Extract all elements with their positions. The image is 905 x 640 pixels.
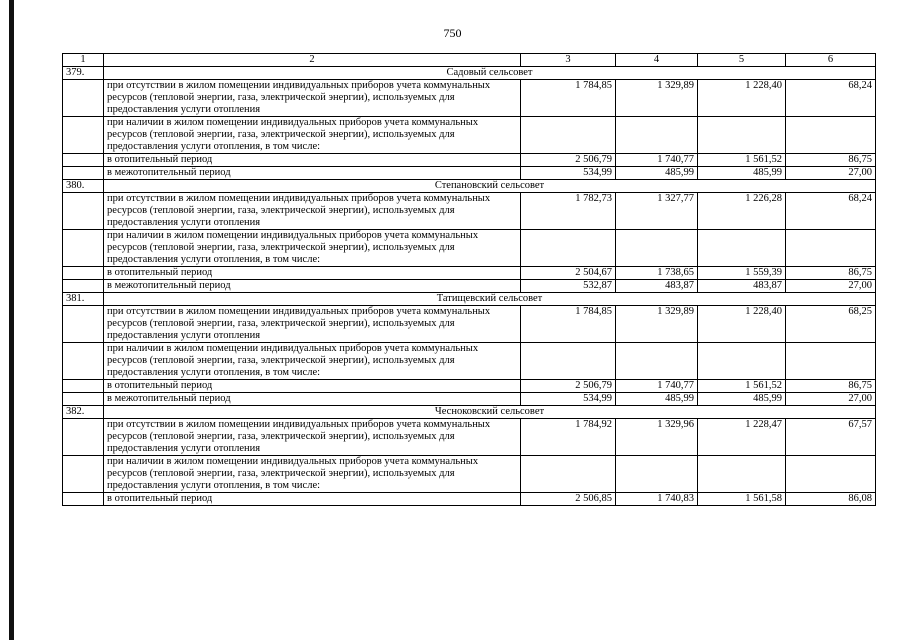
- page-number: 750: [443, 26, 462, 40]
- value-cell: 68,24: [786, 80, 876, 117]
- section-number: 380.: [63, 180, 104, 193]
- value-cell: 532,87: [521, 280, 616, 293]
- row-label: в отопительный период: [104, 493, 521, 506]
- empty-cell: [63, 419, 104, 456]
- value-cell: 485,99: [616, 393, 698, 406]
- value-cell: 86,75: [786, 267, 876, 280]
- value-cell: 1 784,85: [521, 80, 616, 117]
- value-cell: 86,75: [786, 154, 876, 167]
- value-cell: 1 561,52: [698, 380, 786, 393]
- value-cell: 1 740,77: [616, 380, 698, 393]
- row-description: при наличии в жилом помещении индивидуальных приборов учета коммунальных ресурсов (тепловой энергии, газа, электрической энергии), используемых для предоставления услуги отопления, в том числе:: [104, 117, 521, 154]
- section-name: Садовый сельсовет: [104, 67, 876, 80]
- empty-cell: [63, 493, 104, 506]
- section-name: Степановский сельсовет: [104, 180, 876, 193]
- table-row: [63, 267, 876, 280]
- row-label: в межотопительный период: [104, 167, 521, 180]
- empty-cell: [786, 117, 876, 154]
- empty-cell: [63, 380, 104, 393]
- value-cell: 485,99: [698, 393, 786, 406]
- value-cell: 1 228,40: [698, 80, 786, 117]
- value-cell: 485,99: [698, 167, 786, 180]
- value-cell: 1 228,47: [698, 419, 786, 456]
- column-header: 2: [104, 54, 521, 67]
- table-row: [63, 167, 876, 180]
- value-cell: 2 506,85: [521, 493, 616, 506]
- empty-cell: [521, 343, 616, 380]
- empty-cell: [616, 117, 698, 154]
- value-cell: 1 329,89: [616, 306, 698, 343]
- table-row: [63, 380, 876, 393]
- value-cell: 2 506,79: [521, 380, 616, 393]
- value-cell: 1 327,77: [616, 193, 698, 230]
- section-header-row: [63, 67, 876, 80]
- value-cell: 1 784,92: [521, 419, 616, 456]
- empty-cell: [63, 167, 104, 180]
- row-label: в отопительный период: [104, 154, 521, 167]
- table-row: [63, 117, 876, 154]
- section-number: 379.: [63, 67, 104, 80]
- value-cell: 483,87: [616, 280, 698, 293]
- table-row: [63, 419, 876, 456]
- value-cell: 485,99: [616, 167, 698, 180]
- table-row: [63, 80, 876, 117]
- value-cell: 1 228,40: [698, 306, 786, 343]
- value-cell: 1 559,39: [698, 267, 786, 280]
- table-row: [63, 393, 876, 406]
- scan-edge-bar: [9, 0, 14, 640]
- table-body: [63, 54, 876, 506]
- table-row: [63, 280, 876, 293]
- value-cell: 27,00: [786, 280, 876, 293]
- value-cell: 1 784,85: [521, 306, 616, 343]
- table-row: [63, 306, 876, 343]
- column-header: 3: [521, 54, 616, 67]
- column-header-row: [63, 54, 876, 67]
- section-number: 381.: [63, 293, 104, 306]
- row-description: при отсутствии в жилом помещении индивидуальных приборов учета коммунальных ресурсов (тепловой энергии, газа, электрической энергии), используемых для предоставления услуги отопления: [104, 306, 521, 343]
- value-cell: 1 329,96: [616, 419, 698, 456]
- column-header: 5: [698, 54, 786, 67]
- value-cell: 1 740,77: [616, 154, 698, 167]
- value-cell: 2 506,79: [521, 154, 616, 167]
- value-cell: 1 561,58: [698, 493, 786, 506]
- table-row: [63, 493, 876, 506]
- row-label: в отопительный период: [104, 267, 521, 280]
- empty-cell: [698, 117, 786, 154]
- empty-cell: [616, 230, 698, 267]
- row-description: при наличии в жилом помещении индивидуальных приборов учета коммунальных ресурсов (тепловой энергии, газа, электрической энергии), используемых для предоставления услуги отопления, в том числе:: [104, 230, 521, 267]
- row-description: при наличии в жилом помещении индивидуальных приборов учета коммунальных ресурсов (тепловой энергии, газа, электрической энергии), используемых для предоставления услуги отопления, в том числе:: [104, 456, 521, 493]
- empty-cell: [786, 456, 876, 493]
- row-description: при наличии в жилом помещении индивидуальных приборов учета коммунальных ресурсов (тепловой энергии, газа, электрической энергии), используемых для предоставления услуги отопления, в том числе:: [104, 343, 521, 380]
- table-row: [63, 154, 876, 167]
- empty-cell: [521, 230, 616, 267]
- empty-cell: [63, 193, 104, 230]
- value-cell: 1 329,89: [616, 80, 698, 117]
- row-description: при отсутствии в жилом помещении индивидуальных приборов учета коммунальных ресурсов (тепловой энергии, газа, электрической энергии), используемых для предоставления услуги отопления: [104, 419, 521, 456]
- value-cell: 2 504,67: [521, 267, 616, 280]
- empty-cell: [63, 154, 104, 167]
- empty-cell: [616, 343, 698, 380]
- value-cell: 68,24: [786, 193, 876, 230]
- column-header: 6: [786, 54, 876, 67]
- value-cell: 68,25: [786, 306, 876, 343]
- row-description: при отсутствии в жилом помещении индивидуальных приборов учета коммунальных ресурсов (тепловой энергии, газа, электрической энергии), используемых для предоставления услуги отопления: [104, 80, 521, 117]
- empty-cell: [63, 456, 104, 493]
- table-row: [63, 230, 876, 267]
- section-name: Чесноковский сельсовет: [104, 406, 876, 419]
- empty-cell: [521, 117, 616, 154]
- value-cell: 27,00: [786, 167, 876, 180]
- value-cell: 27,00: [786, 393, 876, 406]
- column-header: 4: [616, 54, 698, 67]
- section-header-row: [63, 293, 876, 306]
- empty-cell: [63, 280, 104, 293]
- value-cell: 1 740,83: [616, 493, 698, 506]
- table-row: [63, 343, 876, 380]
- tariff-table: [62, 53, 876, 506]
- empty-cell: [786, 343, 876, 380]
- value-cell: 1 782,73: [521, 193, 616, 230]
- value-cell: 483,87: [698, 280, 786, 293]
- empty-cell: [63, 80, 104, 117]
- value-cell: 67,57: [786, 419, 876, 456]
- section-name: Татищевский сельсовет: [104, 293, 876, 306]
- section-header-row: [63, 180, 876, 193]
- row-description: при отсутствии в жилом помещении индивидуальных приборов учета коммунальных ресурсов (тепловой энергии, газа, электрической энергии), используемых для предоставления услуги отопления: [104, 193, 521, 230]
- empty-cell: [63, 230, 104, 267]
- value-cell: 86,08: [786, 493, 876, 506]
- section-header-row: [63, 406, 876, 419]
- value-cell: 86,75: [786, 380, 876, 393]
- empty-cell: [63, 306, 104, 343]
- row-label: в отопительный период: [104, 380, 521, 393]
- empty-cell: [698, 343, 786, 380]
- empty-cell: [63, 343, 104, 380]
- row-label: в межотопительный период: [104, 393, 521, 406]
- empty-cell: [698, 456, 786, 493]
- column-header: 1: [63, 54, 104, 67]
- empty-cell: [63, 393, 104, 406]
- empty-cell: [63, 117, 104, 154]
- section-number: 382.: [63, 406, 104, 419]
- empty-cell: [521, 456, 616, 493]
- value-cell: 1 561,52: [698, 154, 786, 167]
- value-cell: 534,99: [521, 167, 616, 180]
- empty-cell: [63, 267, 104, 280]
- value-cell: 534,99: [521, 393, 616, 406]
- empty-cell: [786, 230, 876, 267]
- value-cell: 1 226,28: [698, 193, 786, 230]
- row-label: в межотопительный период: [104, 280, 521, 293]
- table-row: [63, 456, 876, 493]
- empty-cell: [698, 230, 786, 267]
- value-cell: 1 738,65: [616, 267, 698, 280]
- empty-cell: [616, 456, 698, 493]
- table-row: [63, 193, 876, 230]
